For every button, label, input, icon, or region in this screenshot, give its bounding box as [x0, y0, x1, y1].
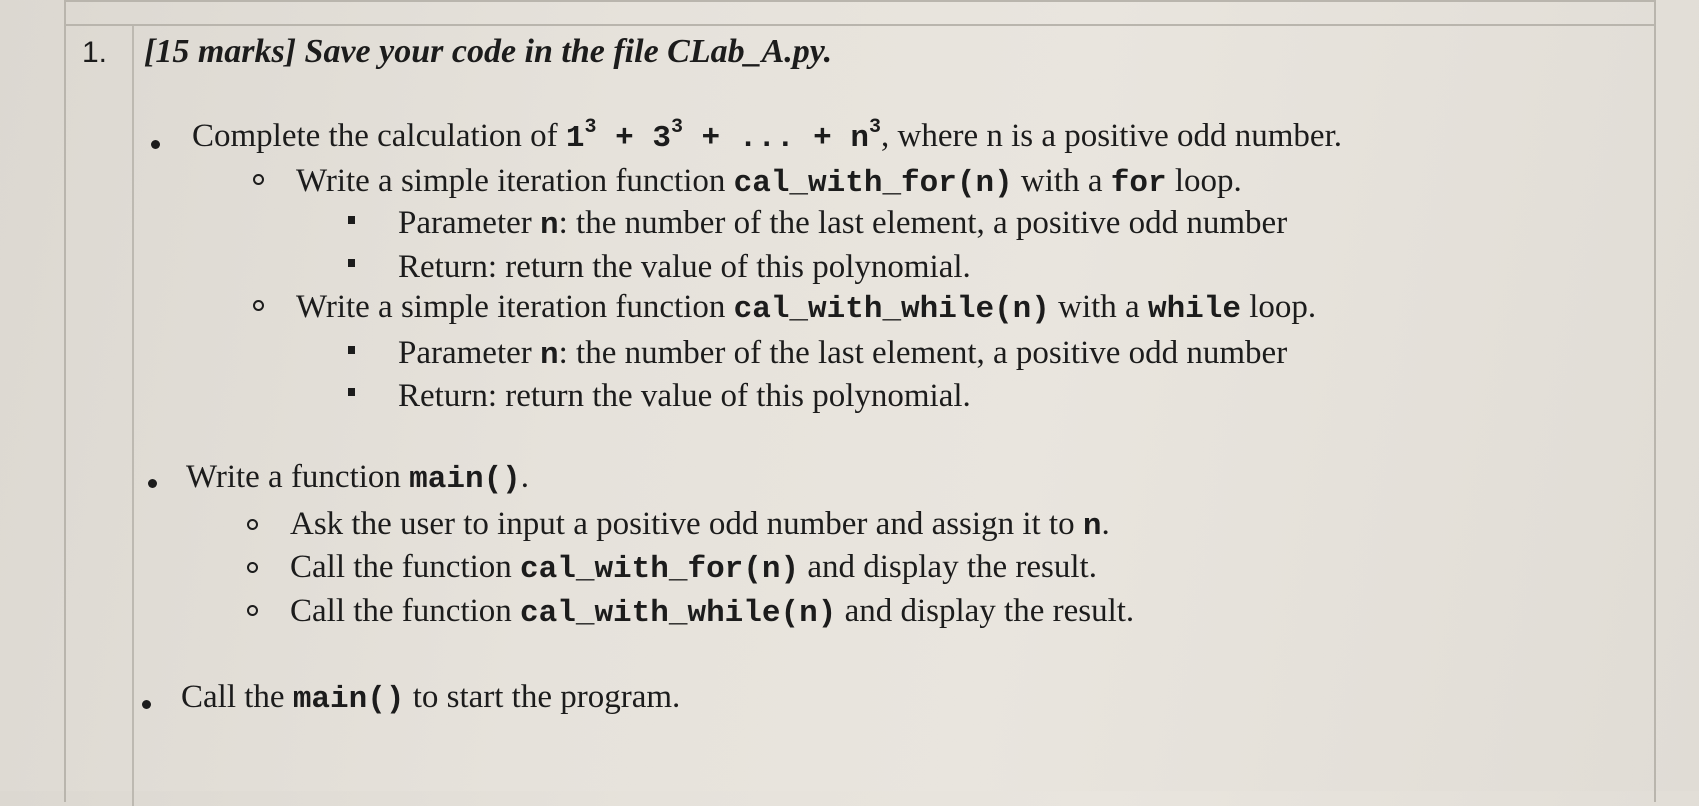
sub-bullet-circle: [253, 174, 264, 185]
main-call-for-line: Call the function cal_with_for(n) and display the result.: [290, 549, 1097, 587]
while-parameter-line: Parameter n: the number of the last element, a positive odd number: [398, 335, 1288, 373]
bullet-dot: [151, 140, 160, 149]
bullet-dot: [148, 479, 157, 488]
subtask-for-function: Write a simple iteration function cal_with_for(n) with a for loop.: [296, 163, 1242, 201]
subtask-while-function: Write a simple iteration function cal_with_while(n) with a while loop.: [296, 289, 1317, 327]
for-parameter-line: Parameter n: the number of the last element, a positive odd number: [398, 205, 1288, 243]
sub-bullet-circle: [253, 300, 264, 311]
table-top-rule: [64, 24, 1654, 26]
while-return-line: Return: return the value of this polynomial.: [398, 378, 971, 414]
square-bullet: [348, 346, 355, 354]
task-call-main: Call the main() to start the program.: [181, 679, 681, 717]
task-main-function: Write a function main().: [186, 459, 530, 497]
square-bullet: [348, 259, 355, 267]
bullet-dot: [142, 700, 151, 709]
main-input-line: Ask the user to input a positive odd number and assign it to n.: [290, 506, 1110, 544]
main-call-while-line: Call the function cal_with_while(n) and display the result.: [290, 593, 1135, 631]
task-calculation: Complete the calculation of $1^3 + 3^3$ + ... + $n^3$, where n is a positive odd number.: [192, 116, 1343, 156]
column-divider: [132, 26, 134, 806]
question-number: 1.: [82, 36, 108, 69]
square-bullet: [348, 216, 355, 224]
sub-bullet-circle: [247, 605, 258, 616]
sub-bullet-circle: [247, 519, 258, 530]
square-bullet: [348, 388, 355, 396]
sub-bullet-circle: [247, 562, 258, 573]
question-title: [15 marks] Save your code in the file CLab_A.py.: [144, 33, 833, 70]
for-return-line: Return: return the value of this polynomial.: [398, 249, 971, 285]
